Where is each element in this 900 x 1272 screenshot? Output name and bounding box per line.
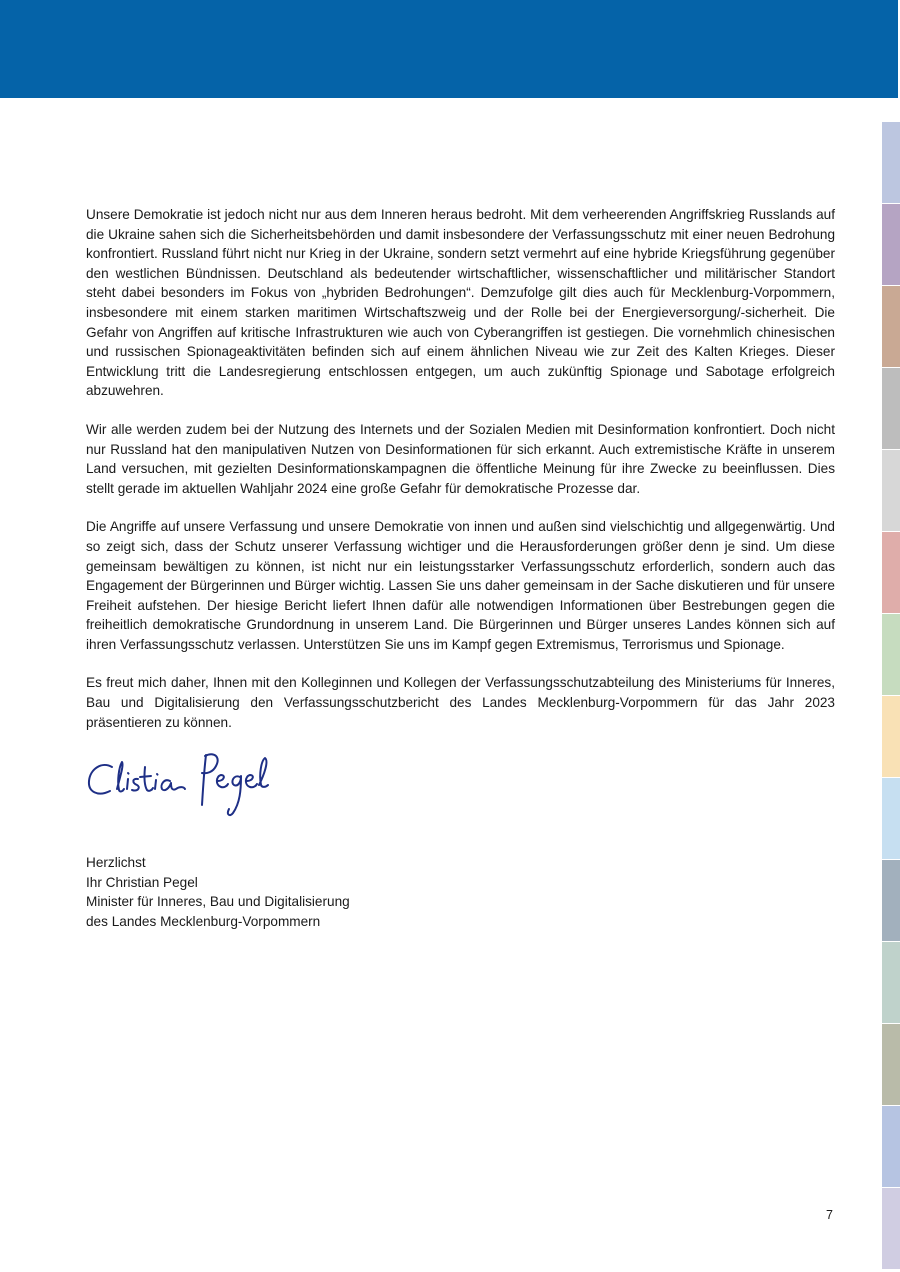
paragraph: Wir alle werden zudem bei der Nutzung des Internets und der Sozialen Medien mit Desinformation konfrontiert. Doch nicht nur Russland hat den manipulativen Nutzen von Desinformationen für sich erkannt. Auch extremistische Kräfte in unserem Land versuchen, mit gezielten Desinformationskampagnen die öffentliche Meinung für ihre Zwecke zu beeinflussen. Dies stellt gerade im aktuellen Wahljahr 2024 eine große Gefahr für demokratische Prozesse dar.	[86, 421, 835, 496]
paragraph: Die Angriffe auf unsere Verfassung und unsere Demokratie von innen und außen sind vielschichtig und allgegenwärtig. Und so zeigt sich, dass der Schutz unserer Verfassung wichtiger und die Herausforderungen größer denn je sind. Um diese gemeinsam bewältigen zu können, ist nicht nur ein leistungsstarker Verfassungsschutz erforderlich, sondern auch das Engagement der Bürgerinnen und Bürger wichtig. Lassen Sie uns daher gemeinsam in der Sache diskutieren und für unsere Freiheit aufstehen. Der hiesige Bericht liefert Ihnen dafür alle notwendigen Informationen über Bestrebungen gegen die freiheitlich demokratische Grundordnung in unserem Land. Die Bürgerinnen und Bürger unseres Landes können sich auf ihren Verfassungsschutz verlassen. Unterstützen Sie uns im Kampf gegen Extremismus, Terrorismus und Spionage.	[86, 519, 835, 652]
closing-block	[86, 853, 350, 931]
paragraph: Es freut mich daher, Ihnen mit den Kolleginnen und Kollegen der Verfassungsschutzabteilung des Ministeriums für Inneres, Bau und Digitalisierung den Verfassungsschutzbericht des Landes Mecklenburg-Vorpommern für das Jahr 2023 präsentieren zu können.	[86, 675, 835, 730]
chapter-tab[interactable]	[882, 1188, 900, 1269]
chapter-tab[interactable]	[882, 860, 900, 941]
page-number: 7	[826, 1208, 833, 1222]
chapter-tab[interactable]	[882, 696, 900, 777]
header-band	[0, 0, 898, 98]
chapter-tab[interactable]	[882, 532, 900, 613]
chapter-tab[interactable]	[882, 368, 900, 449]
signatory-name: Ihr Christian Pegel	[86, 874, 198, 890]
chapter-tab[interactable]	[882, 1106, 900, 1187]
chapter-tab[interactable]	[882, 614, 900, 695]
signatory-title: Minister für Inneres, Bau und Digitalisierung	[86, 894, 350, 910]
closing-greeting: Herzlichst	[86, 855, 146, 870]
chapter-tab[interactable]	[882, 450, 900, 531]
chapter-tab[interactable]	[882, 122, 900, 203]
chapter-tab[interactable]	[882, 942, 900, 1023]
chapter-tabs	[882, 122, 900, 1272]
handwritten-signature	[84, 745, 274, 825]
chapter-tab[interactable]	[882, 778, 900, 859]
chapter-tab[interactable]	[882, 204, 900, 285]
paragraph: Unsere Demokratie ist jedoch nicht nur aus dem Inneren heraus bedroht. Mit dem verheerenden Angriffskrieg Russlands auf die Ukraine sahen sich die Sicherheitsbehörden und damit insbesondere der Verfassungsschutz mit einer neuen Bedrohung konfrontiert. Russland führt nicht nur Krieg in der Ukraine, sondern setzt vermehrt auf eine hybride Kriegsführung gegenüber den westlichen Bündnissen. Deutschland als bedeutender wirtschaftlicher, wissenschaftlicher und militärischer Standort steht dabei besonders im Fokus von „hybriden Bedrohungen“. Demzufolge gilt dies auch für Mecklenburg-Vorpommern, insbesondere mit einem starken maritimen Wirtschaftszweig und der Rolle bei der Energieversorgung/-sicherheit. Die Gefahr von Angriffen auf kritische Infrastrukturen wie auch von Cyberangriffen ist gestiegen. Die vornehmlich chinesischen und russischen Spionageaktivitäten befinden sich auf einem ähnlichen Niveau wie zur Zeit des Kalten Krieges. Dieser Entwicklung tritt die Landesregierung entschlossen entgegen, um auch zukünftig Spionage und Sabotage erfolgreich abzuwehren.	[86, 207, 835, 399]
body-text	[86, 205, 835, 751]
chapter-tab[interactable]	[882, 1024, 900, 1105]
chapter-tab[interactable]	[882, 286, 900, 367]
signatory-state: des Landes Mecklenburg-Vorpommern	[86, 913, 321, 929]
